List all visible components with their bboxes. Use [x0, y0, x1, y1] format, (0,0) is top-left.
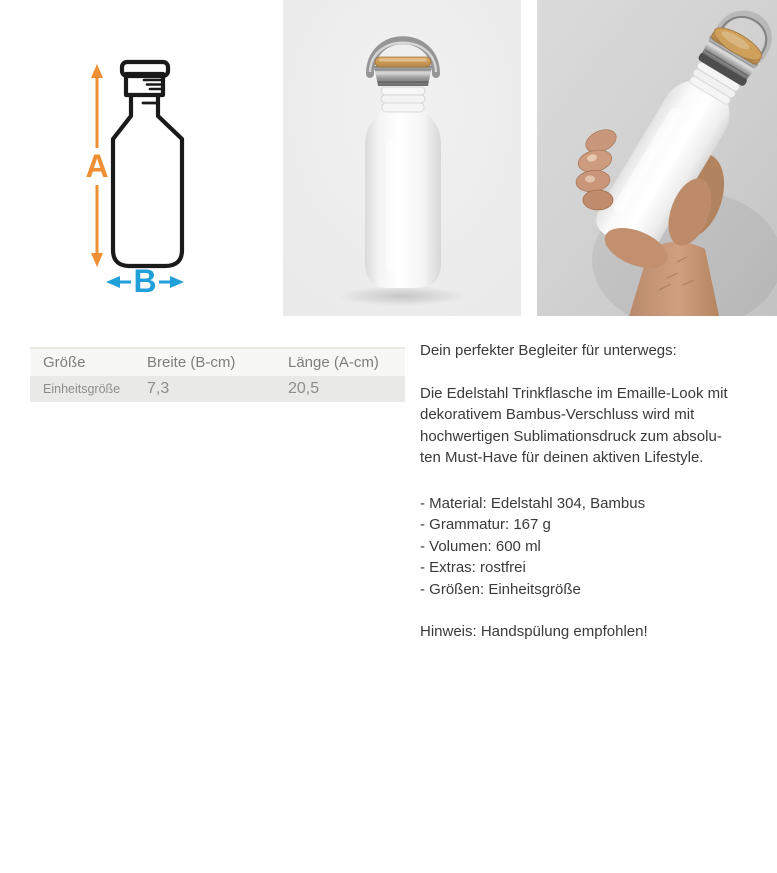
size-diagram [60, 40, 240, 302]
size-table-cell-length: 20,5 [288, 380, 320, 397]
description-specs [420, 493, 770, 601]
size-table-header-row [30, 347, 405, 376]
description-line: hochwertigen Sublimationsdruck zum absolu- [420, 427, 722, 445]
height-label: A [85, 148, 109, 184]
spec-volumen: - Volumen: 600 ml [420, 537, 541, 555]
description-intro: Dein perfekter Begleiter für unterwegs: [420, 342, 677, 359]
description-line: Die Edelstahl Trinkflasche im Emaille-Look mit [420, 384, 728, 402]
size-table-cell-size: Einheitsgröße [43, 382, 121, 396]
height-arrow [85, 64, 108, 267]
hand-bottle-image [537, 0, 777, 316]
size-diagram-svg [60, 40, 240, 302]
size-table-cell-width: 7,3 [147, 380, 170, 397]
product-photo-studio [283, 0, 521, 316]
bottle-outline-icon [113, 62, 182, 266]
description-line: dekorativem Bambus-Verschluss wird mit [420, 406, 695, 423]
description-line: ten Must-Have für deinen aktiven Lifestyle. [420, 449, 704, 466]
size-table [30, 347, 405, 402]
spec-grammatur: - Grammatur: 167 g [420, 516, 551, 533]
size-table-header-breite: Breite (B-cm) [147, 354, 236, 371]
studio-bottle-image [283, 0, 521, 316]
spec-material: - Material: Edelstahl 304, Bambus [420, 494, 646, 512]
product-photo-hand [537, 0, 777, 316]
width-label: B [133, 263, 157, 299]
spec-extras: - Extras: rostfrei [420, 559, 526, 576]
spec-groessen: - Größen: Einheitsgröße [420, 580, 581, 598]
description-body [420, 383, 770, 469]
size-table-header-laenge: Länge (A-cm) [288, 354, 379, 371]
size-table-header-groesse: Größe [43, 354, 86, 371]
size-table-row [30, 376, 405, 402]
width-arrow [106, 263, 184, 299]
description-note: Hinweis: Handspülung empfohlen! [420, 623, 648, 640]
product-description [420, 340, 770, 643]
